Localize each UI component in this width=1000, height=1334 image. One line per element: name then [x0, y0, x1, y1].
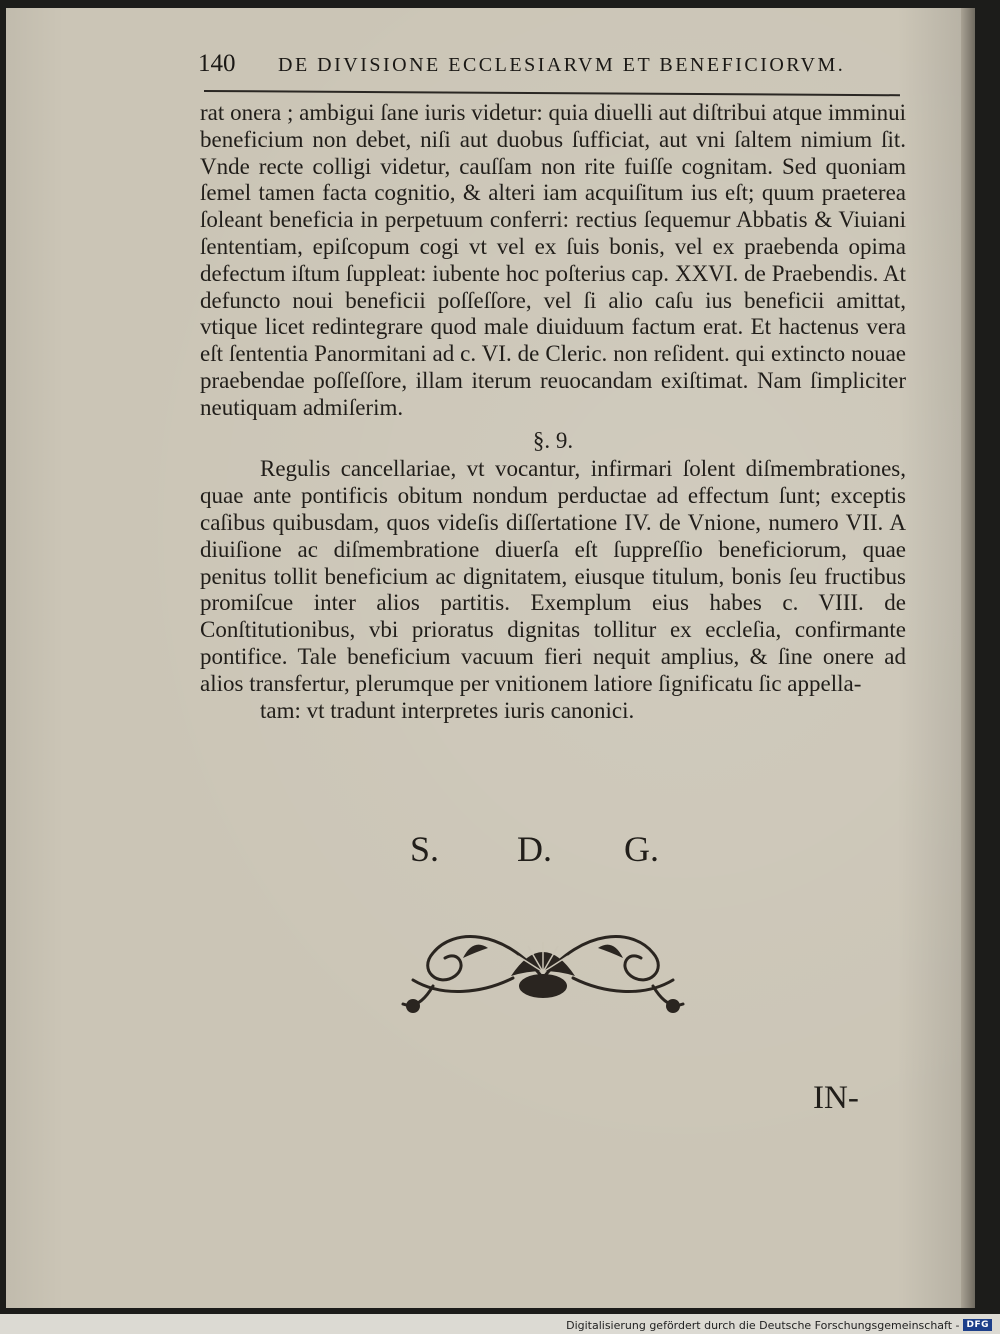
- paragraph-tail: tam: vt tradunt interpretes iuris canonici.: [260, 697, 635, 723]
- body-text: [200, 100, 906, 724]
- closing-g: G.: [624, 829, 659, 869]
- paragraph: rat onera ; ambigui ſane iuris videtur: quia diuelli aut diſtribui atque imminui beneficium non debet, niſi aut duobus ſufficiat, aut vni ſaltem nimium ſit. Vnde recte colligi videtur, cauſſam non rite fuiſſe cognitam. Sed quoniam ſemel tamen facta cognitio, & alteri iam acquiſitum ius eſt; quum praeterea ſoleant beneficia in perpetuum conferri: rectius ſequemur Abbatis & Viuiani ſententiam, epiſcopum cogi vt vel ex ſuis bonis, vel ex praebenda opima defectum iſtum ſuppleat: iubente hoc poſterius cap. XXVI. de Praebendis. At defuncto noui beneficii poſſeſſore, vel ſi alio caſu ius beneficii amittat, vtique licet redintegrare quod male diuiduum factum erat. Et hactenus vera eſt ſententia Panormitani ad c. VI. de Cleric. non reſident. qui extincto nouae praebendae poſſeſſore, illam iterum reuocandam exiſtimat. Nam ſimpliciter neutiquam admiſerim.: [200, 100, 906, 420]
- running-title: DE DIVISIONE ECCLESIARVM ET BENEFICIORVM.: [278, 54, 846, 76]
- section-heading: §. 9.: [532, 427, 574, 453]
- page-number: 140: [198, 50, 236, 77]
- floral-tailpiece-icon: [393, 908, 693, 1018]
- digitization-credit: [566, 1317, 992, 1333]
- closing-initials: [410, 828, 670, 872]
- dfg-logo: DFG: [963, 1319, 992, 1331]
- catchword: IN-: [813, 1080, 859, 1116]
- closing-d: D.: [517, 829, 552, 869]
- page-header: [198, 50, 878, 90]
- credit-text: Digitalisierung gefördert durch die Deutsche Forschungsgemeinschaft -: [566, 1318, 960, 1332]
- page-edge-shadow: [961, 8, 975, 1308]
- closing-s: S.: [410, 829, 440, 869]
- paragraph: Regulis cancellariae, vt vocantur, infirmari ſolent diſmembrationes, quae ante pontificis obitum nondum perductae ad effectum ſunt; exceptis caſibus quibusdam, quos videſis diſſertatione IV. de Vnione, numero VII. A diuiſione ac diſmembratione diuerſa eſt ſuppreſſio beneficiorum, quae penitus tollit beneficium ac dignitatem, eiusque titulum, bonis ſeu fructibus promiſcue inter alios partitis. Exemplum eius habes c. VIII. de Conſtitutionibus, vbi prioratus dignitas tollitur ex eccleſia, confirmante pontifice. Tale beneficium vacuum fieri nequit amplius, & ſine onere ad alios transfertur, plerumque per vnitionem latiore ſignificatu ſic appella-: [200, 456, 906, 696]
